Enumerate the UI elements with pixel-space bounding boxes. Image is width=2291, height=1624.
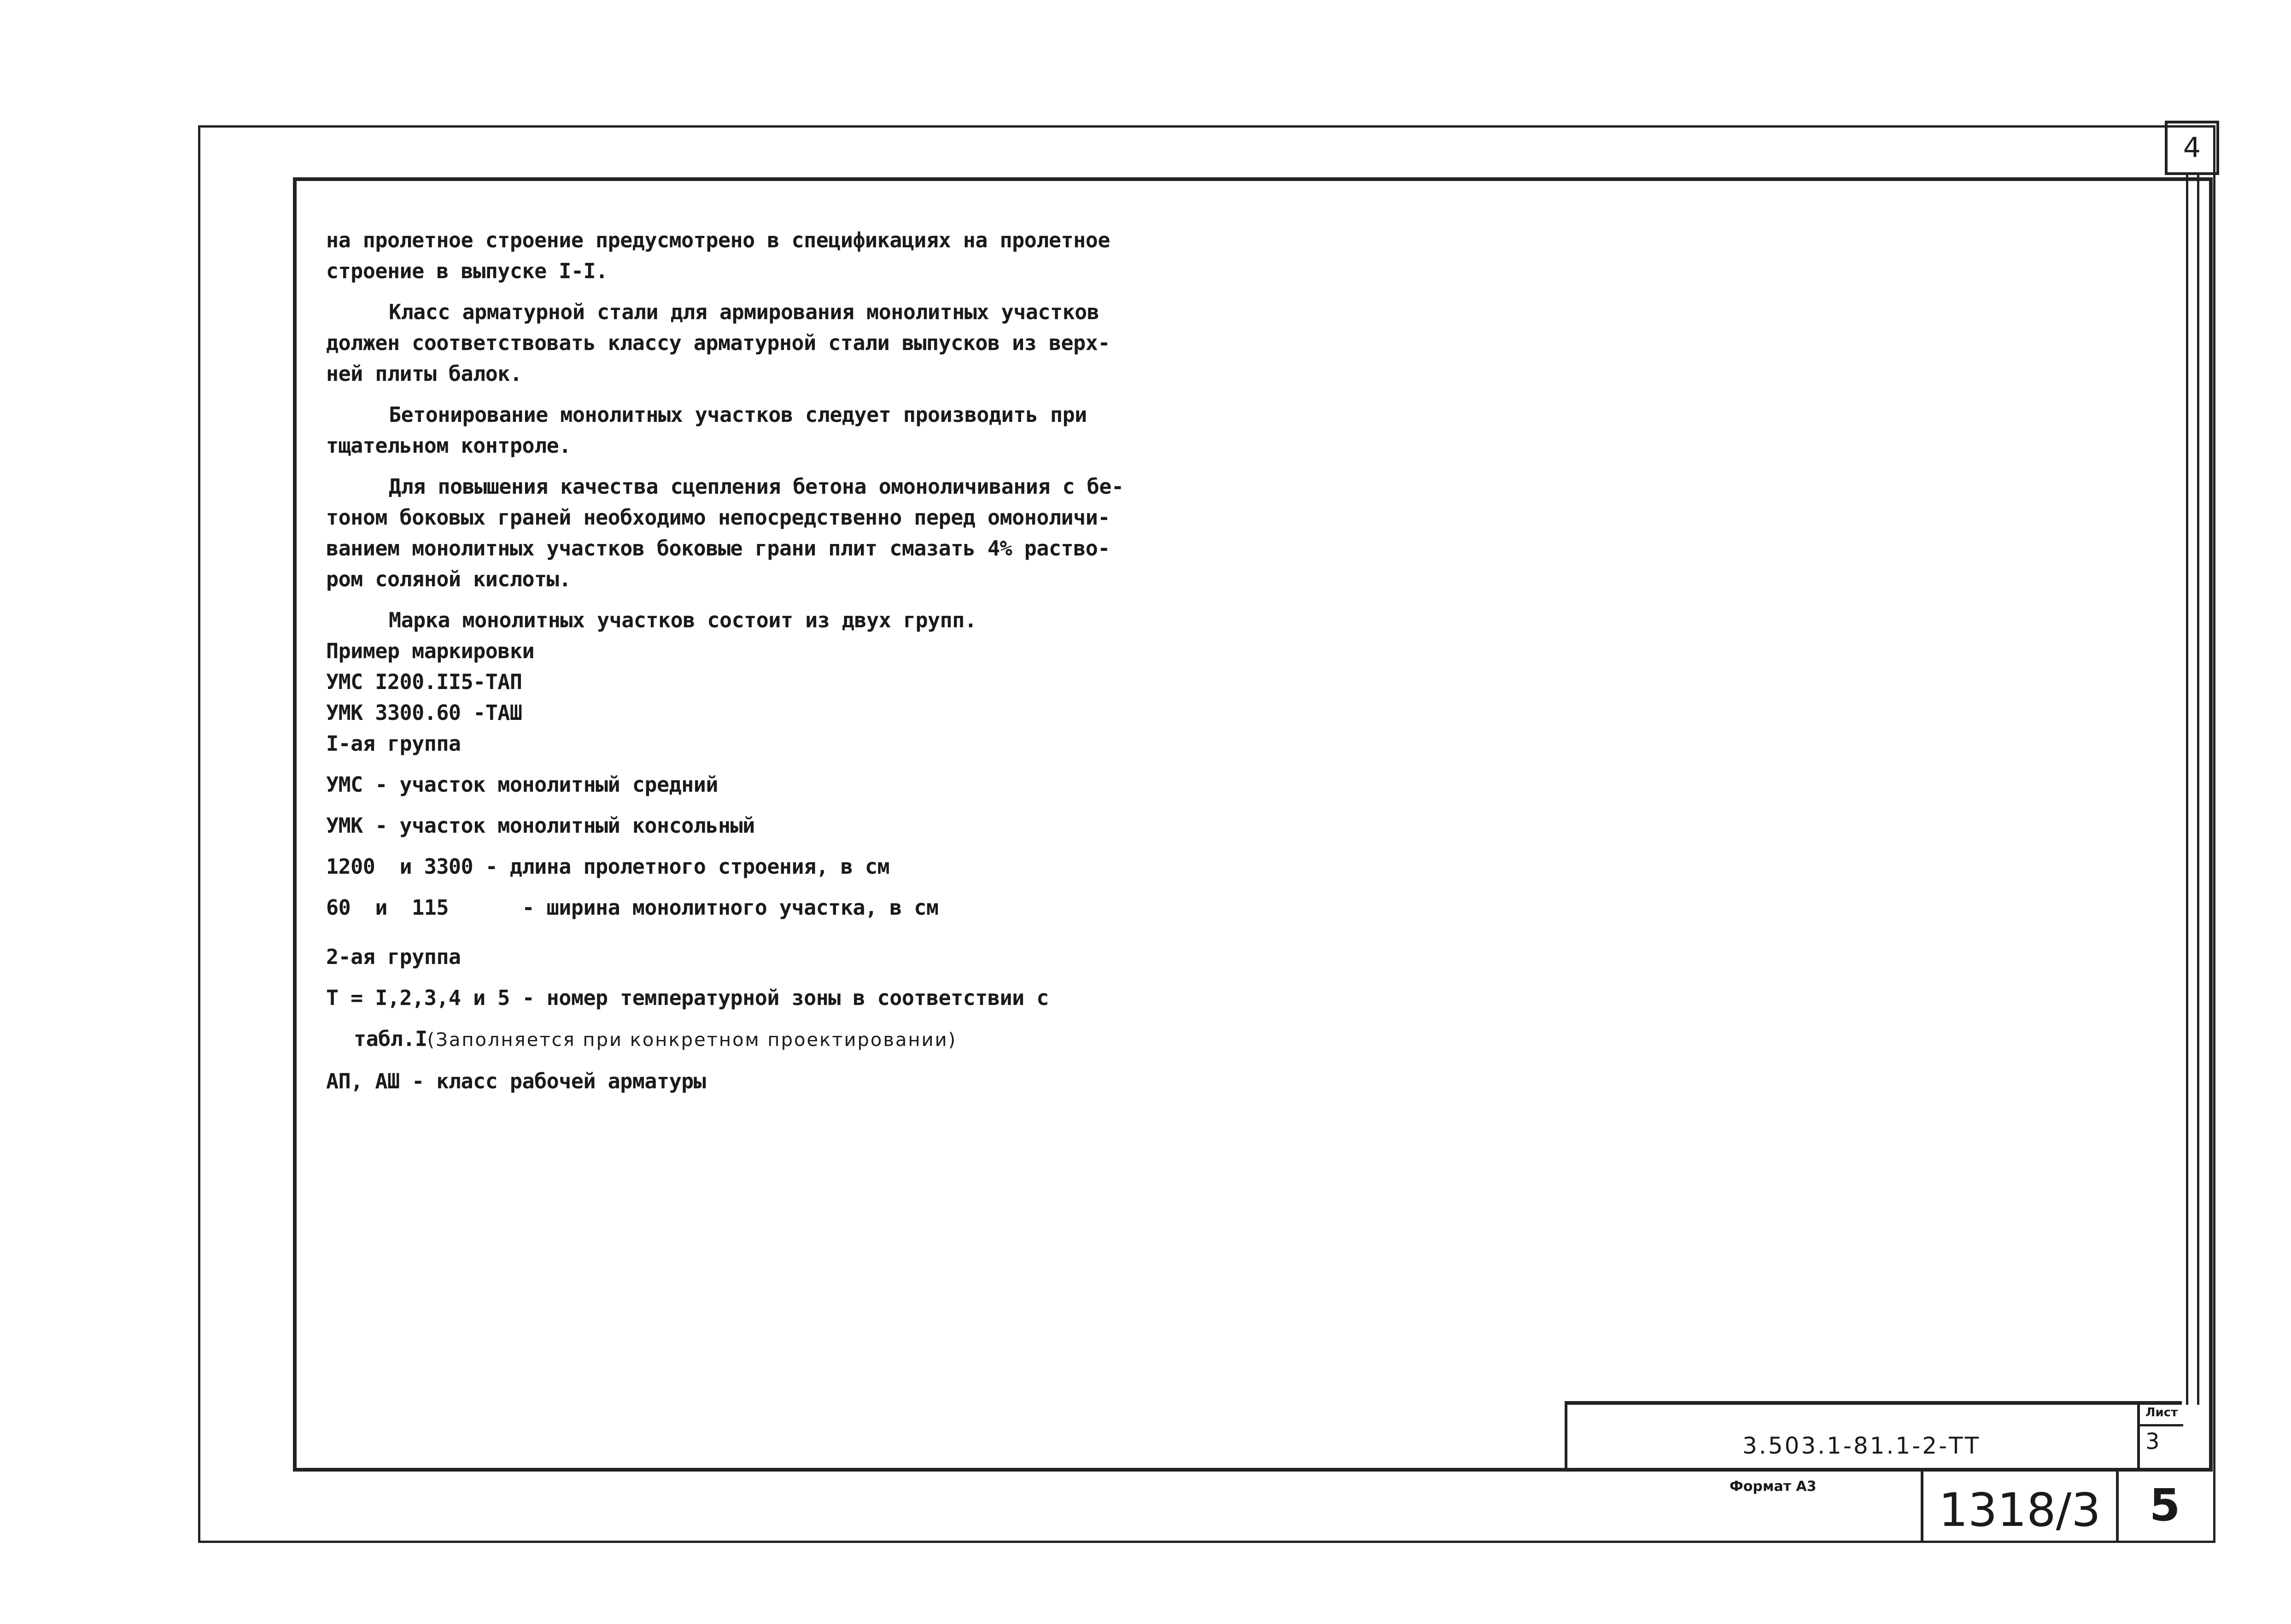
body-line: [326, 892, 1164, 923]
body-line: [326, 769, 1164, 800]
body-line-text: УМС - участок монолитный средний: [326, 772, 718, 797]
body-line: [326, 941, 1164, 972]
body-line: [326, 666, 1164, 697]
body-line: [326, 851, 1164, 882]
body-line: [326, 430, 1164, 461]
archive-cell: [1921, 1469, 2119, 1543]
body-line: [326, 502, 1164, 533]
body-line: [326, 810, 1164, 841]
corner-sheet-number: 4: [2183, 132, 2201, 164]
body-line: [326, 471, 1164, 502]
body-line-text: строение в выпуске I-I.: [326, 259, 608, 283]
body-line-text: Марка монолитных участков состоит из двух групп.: [389, 608, 977, 632]
format-label: Формат А3: [1730, 1478, 1817, 1495]
sheet-number: 3: [2145, 1429, 2160, 1455]
body-line-text: 1200 и 3300 - длина пролетного строения, в см: [326, 854, 890, 879]
frame-side-rule: [2186, 175, 2188, 1405]
body-line-text: Класс арматурной стали для армирования монолитных участков: [389, 300, 1099, 324]
sheet-label: Лист: [2140, 1401, 2183, 1426]
body-line-text: тщательном контроле.: [326, 433, 571, 458]
archive-number: 1318/3: [1939, 1483, 2101, 1537]
body-line-text: УМС I200.II5-ТАП: [326, 670, 522, 694]
frame-side-rule-outer: [2197, 175, 2199, 1405]
body-line: [326, 982, 1164, 1013]
body-line-text: Для повышения качества сцепления бетона омоноличивания с бе-: [389, 474, 1124, 499]
body-line: [326, 297, 1164, 327]
page-number: 5: [2149, 1479, 2180, 1531]
body-line-text: АП, АШ - класс рабочей арматуры: [326, 1069, 706, 1093]
body-line: [326, 256, 1164, 286]
body-line: [326, 1023, 1164, 1056]
body-line: [326, 728, 1164, 759]
body-line: [326, 225, 1164, 256]
body-line-text: табл.I: [354, 1027, 427, 1051]
body-line: [326, 533, 1164, 564]
document-body: [326, 225, 1164, 1097]
body-line-text: должен соответствовать классу арматурной стали выпусков из верх-: [326, 331, 1110, 355]
body-line-text: на пролетное строение предусмотрено в спецификациях на пролетное: [326, 228, 1110, 252]
body-line: [326, 697, 1164, 728]
body-line-text: Т = I,2,3,4 и 5 - номер температурной зоны в соответствии с: [326, 986, 1049, 1010]
body-line-text: 60 и 115 - ширина монолитного участка, в см: [326, 895, 939, 920]
body-line-text: ванием монолитных участков боковые грани плит смазать 4% раство-: [326, 536, 1110, 561]
body-line: [326, 636, 1164, 666]
title-block: [1565, 1401, 2182, 1470]
body-line-text: Пример маркировки: [326, 639, 535, 663]
body-line-text: ней плиты балок.: [326, 362, 522, 386]
body-line-text: тоном боковых граней необходимо непосредственно перед омоноличи-: [326, 505, 1110, 530]
document-code: 3.503.1-81.1-2-ТТ: [1742, 1432, 1981, 1459]
body-line: [326, 564, 1164, 595]
corner-sheet-box: [2165, 121, 2219, 175]
body-line-text: УМК 3300.60 -ТАШ: [326, 701, 522, 725]
body-line-text: Бетонирование монолитных участков следует производить при: [389, 403, 1087, 427]
body-line-text: ром соляной кислоты.: [326, 567, 571, 591]
body-line: [326, 358, 1164, 389]
body-line: [326, 605, 1164, 636]
body-line: [326, 327, 1164, 358]
body-line-text: I-ая группа: [326, 731, 461, 756]
body-line-note: (Заполняется при конкретном проектировании): [427, 1029, 957, 1051]
sheet-cell: [2137, 1401, 2183, 1470]
body-line-text: УМК - участок монолитный консольный: [326, 813, 755, 838]
body-line: [326, 1066, 1164, 1097]
body-line: [326, 399, 1164, 430]
body-line-text: 2-ая группа: [326, 945, 461, 969]
